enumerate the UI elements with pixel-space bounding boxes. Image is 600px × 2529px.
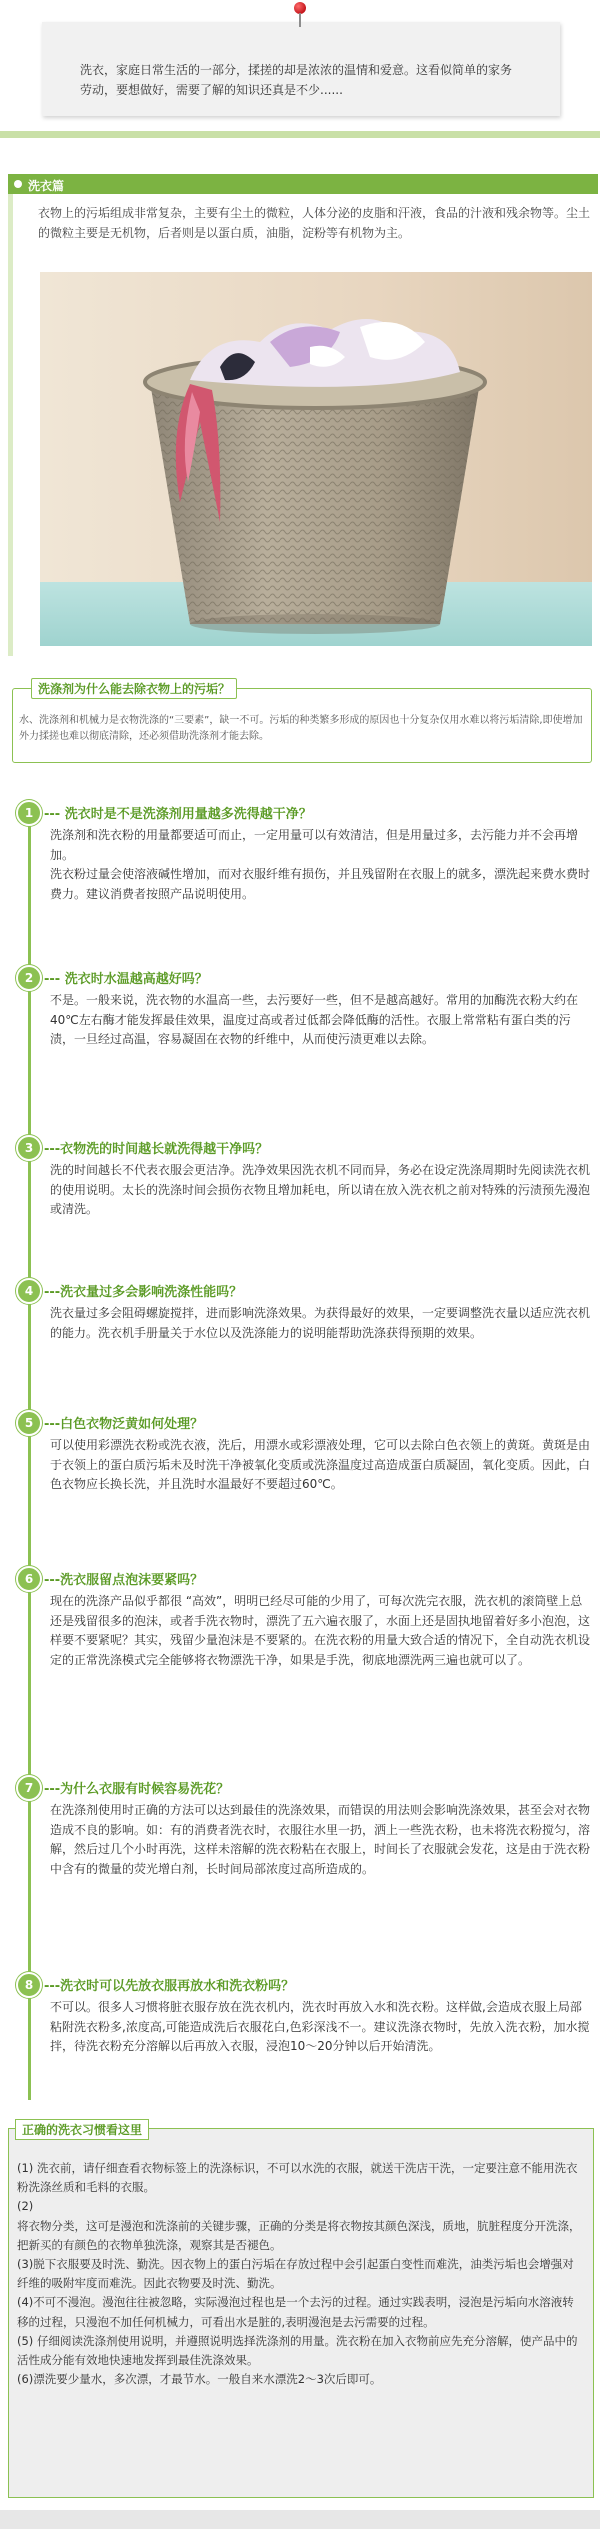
item-number-badge: 3	[16, 1135, 42, 1161]
section-title: 洗衣篇	[28, 179, 65, 193]
item-number-badge: 1	[16, 800, 42, 826]
habit-item: (5) 仔细阅读洗涤剂使用说明，并遵照说明选择洗涤剂的用量。洗衣粉在加入衣物前应先充分溶解，使产品中的活性成分能有效地快速地发挥到最佳洗涤效果。	[17, 2333, 578, 2368]
habits-list	[17, 2159, 585, 2389]
item-text: 洗衣量过多会阻碍螺旋搅拌，进而影响洗涤效果。为获得最好的效果，一定要调整洗衣量以适应洗衣机的能力。洗衣机手册量关于水位以及洗涤能力的说明能帮助洗涤获得预期的效果。	[50, 1306, 591, 1340]
item-title: ---衣物洗的时间越长就洗得越干净吗？	[44, 1142, 269, 1157]
item-number-badge: 7	[16, 1775, 42, 1801]
question-title: 洗涤剂为什么能去除衣物上的污垢？	[31, 678, 237, 699]
intro-text: 洗衣，家庭日常生活的一部分，揉搓的却是浓浓的温情和爱意。这看似简单的家务劳动，要想做好，需要了解的知识还真是不少......	[80, 63, 513, 97]
habit-item: (1) 洗衣前，请仔细查看衣物标签上的洗涤标识，不可以水洗的衣服，就送干洗店干洗，一定要注意不能用洗衣粉洗涤丝质和毛料的衣服。	[17, 2161, 578, 2195]
item-title: ---洗衣服留点泡沫要紧吗？	[44, 1573, 204, 1588]
item-title: --- 洗衣时水温越高越好吗？	[44, 972, 208, 987]
timeline-line	[28, 800, 31, 2100]
habit-item: (6)漂洗要少量水，多次漂，才最节水。一般自来水漂洗2～3次后即可。	[17, 2372, 382, 2387]
habit-item: (2)	[17, 2199, 34, 2214]
habit-item: (4)不可不漫泡。漫泡往往被忽略，实际漫泡过程也是一个去污的过程。通过实践表明，浸泡是污垢向水溶液转移的过程，只漫泡不加任何机械力，可看出水是脏的,表明漫泡是去污需要的过程。	[17, 2295, 574, 2329]
item-text: 现在的洗涤产品似乎都很 “高效”，明明已经尽可能的少用了，可每次洗完衣服，洗衣机的滚筒壁上总还是残留很多的泡沫，或者手洗衣物时，漂洗了五六遍衣服了，水面上还是固执地留着好多小泡泡，这样要不要紧呢？其实，残留少量泡沫是不要紧的。在洗衣粉的用量大致合适的情况下，全自动洗衣机设定的正常洗涤模式完全能够将衣物漂洗干净，如果是手洗，彻底地漂洗两三遍也就可以了。	[50, 1594, 591, 1667]
habits-box	[8, 2123, 594, 2498]
item-number-badge: 2	[16, 965, 42, 991]
habit-item: 将衣物分类，这可是漫泡和洗涤前的关键步骤，正确的分类是将衣物按其颜色深浅，质地，肮脏程度分开洗涤，把新买的有颜色的衣物单独洗涤，观察其是否褪色。	[17, 2218, 581, 2252]
question-text: 水、洗涤剂和机械力是衣物洗涤的“三要素”，缺一不可。污垢的种类繁多形成的原因也十分复杂仅用水难以将污垢清除,即使增加外力揉搓也难以彻底清除，还必须借助洗涤剂才能去除。	[19, 715, 583, 742]
intro-card	[42, 22, 560, 116]
item-title: ---为什么衣服有时候容易洗花？	[44, 1782, 230, 1797]
item-number-badge: 4	[16, 1278, 42, 1304]
pushpin-icon	[292, 2, 308, 28]
item-text: 洗的时间越长不代表衣服会更洁净。洗净效果因洗衣机不同而异，务必在设定洗涤周期时先阅读洗衣机的使用说明。太长的洗涤时间会损伤衣物且增加耗电，所以请在放入洗衣机之前对特殊的污渍预先漫泡或清洗。	[50, 1163, 591, 1216]
item-title: ---洗衣时可以先放衣服再放水和洗衣粉吗？	[44, 1979, 295, 1994]
item-number-badge: 5	[16, 1410, 42, 1436]
item-text: 不可以。很多人习惯将脏衣服存放在洗衣机内，洗衣时再放入水和洗衣粉。这样做,会造成衣服上局部粘附洗衣粉多,浓度高,可能造成洗后衣服花白,色彩深浅不一。建议洗涤衣物时，先放入洗衣粉，加水搅拌，待洗衣粉充分溶解以后再放入衣服，浸泡10～20分钟以后开始清洗。	[50, 2000, 590, 2053]
item-title: --- 洗衣时是不是洗涤剂用量越多洗得越干净？	[44, 807, 312, 822]
footer-bar	[0, 2510, 600, 2529]
item-title: ---白色衣物泛黄如何处理？	[44, 1417, 204, 1432]
section-side-bar	[8, 194, 13, 656]
question-box	[12, 682, 592, 763]
item-text: 不是。一般来说，洗衣物的水温高一些，去污要好一些，但不是越高越好。常用的加酶洗衣粉大约在40℃左右酶才能发挥最佳效果，温度过高或者过低都会降低酶的活性。衣服上常常粘有蛋白类的污渍，一旦经过高温，容易凝固在衣物的纤维中，从而使污渍更难以去除。	[50, 993, 579, 1046]
item-text: 可以使用彩漂洗衣粉或洗衣液，洗后，用漂水或彩漂液处理，它可以去除白色衣领上的黄斑。黄斑是由于衣领上的蛋白质污垢未及时洗干净被氧化变质或洗涤温度过高造成蛋白质凝固，氧化变质。因此，白色衣物应长换长洗，并且洗时水温最好不要超过60℃。	[50, 1438, 591, 1491]
laundry-basket-photo	[40, 272, 592, 646]
divider-bar	[0, 131, 600, 138]
item-title: ---洗衣量过多会影响洗涤性能吗？	[44, 1285, 243, 1300]
item-number-badge: 8	[16, 1972, 42, 1998]
item-text: 洗涤剂和洗衣粉的用量都要适可而止，一定用量可以有效清洁，但是用量过多，去污能力并不会再增加。 洗衣粉过量会使溶液碱性增加，而对衣服纤维有损伤，并且残留附在衣服上的就多，漂洗起来费水费时费力。建议消费者按照产品说明使用。	[50, 828, 591, 901]
habits-title: 正确的洗衣习惯看这里	[15, 2119, 149, 2140]
section-intro: 衣物上的污垢组成非常复杂，主要有尘土的微粒，人体分泌的皮脂和汗液，食品的汁液和残余物等。尘土的微粒主要是无机物，后者则是以蛋白质，油脂，淀粉等有机物为主。	[38, 206, 591, 240]
item-text: 在洗涤剂使用时正确的方法可以达到最佳的洗涤效果，而错误的用法则会影响洗涤效果，甚至会对衣物造成不良的影响。如：有的消费者洗衣时，衣服往水里一扔，洒上一些洗衣粉，也未将洗衣粉搅匀，溶解，然后过几个小时再洗，这样未溶解的洗衣粉粘在衣服上，时间长了衣服就会发花，这是由于洗衣粉中含有的微量的荧光增白剂，长时间局部浓度过高所造成的。	[50, 1803, 591, 1876]
section-header	[8, 174, 598, 194]
habit-item: (3)脱下衣服要及时洗、勤洗。因衣物上的蛋白污垢在存放过程中会引起蛋白变性而难洗，油类污垢也会增强对纤维的吸附牢度而难洗。因此衣物要及时洗、勤洗。	[17, 2257, 574, 2291]
item-number-badge: 6	[16, 1566, 42, 1592]
bullet-icon	[14, 180, 22, 188]
